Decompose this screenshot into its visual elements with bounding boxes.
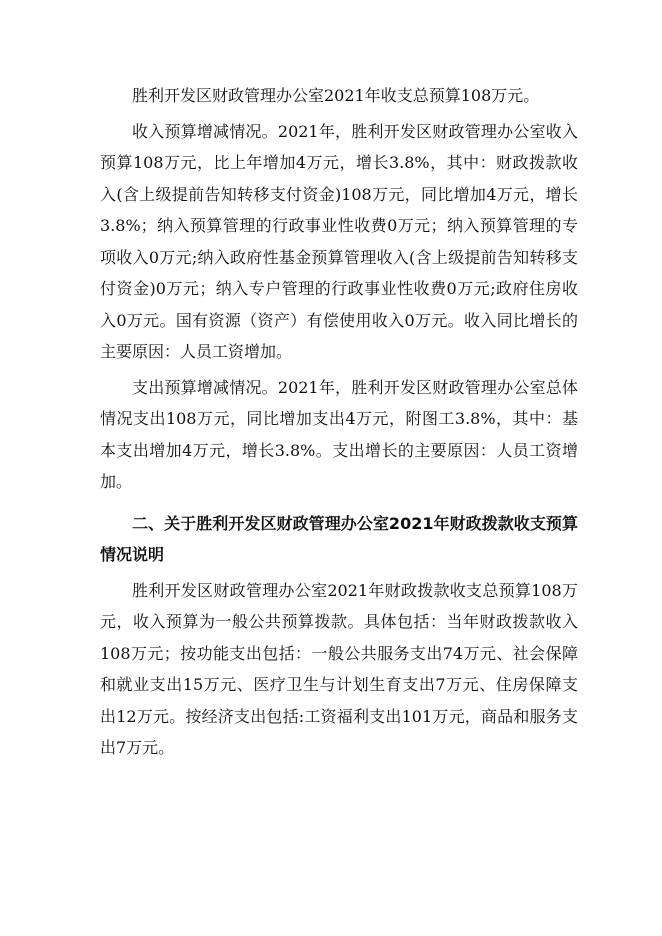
paragraph-fiscal-appropriation: 胜利开发区财政管理办公室2021年财政拨款收支总预算108万元，收入预算为一般公共预算拨款。具体包括：当年财政拨款收入108万元；按功能支出包括：一般公共服务支出74万元、社会保障和就业支出15万元、医疗卫生与计划生育支出7万元、住房保障支出12万元。按经济支出包括:工资福利支出101万元，商品和服务支出7万元。 (100, 580, 578, 757)
paragraph-income-budget: 收入预算增减情况。2021年，胜利开发区财政管理办公室收入预算108万元，比上年增加4万元，增长3.8%，其中：财政拨款收入(含上级提前告知转移支付资金)108万元，同比增加4万元，增长3.8%；纳入预算管理的行政事业性收费0万元；纳入预算管理的专项收入0万元;纳入政府性基金预算管理收入(含上级提前告知转移支付资金)0万元；纳入专户管理的行政事业性收费0万元;政府住房收入0万元。国有资源（资产）有偿使用收入0万元。收入同比增长的主要原因：人员工资增加。 (100, 121, 578, 361)
paragraph-total-budget: 胜利开发区财政管理办公室2021年收支总预算108万元。 (132, 86, 540, 105)
section-heading: 二、关于胜利开发区财政管理办公室2021年财政拨款收支预算情况说明 (100, 513, 578, 564)
paragraph-expenditure-budget: 支出预算增减情况。2021年，胜利开发区财政管理办公室总体情况支出108万元，同比增加支出4万元，附图工3.8%，其中：基本支出增加4万元，增长3.8%。支出增长的主要原因：人员工资增加。 (100, 377, 578, 491)
